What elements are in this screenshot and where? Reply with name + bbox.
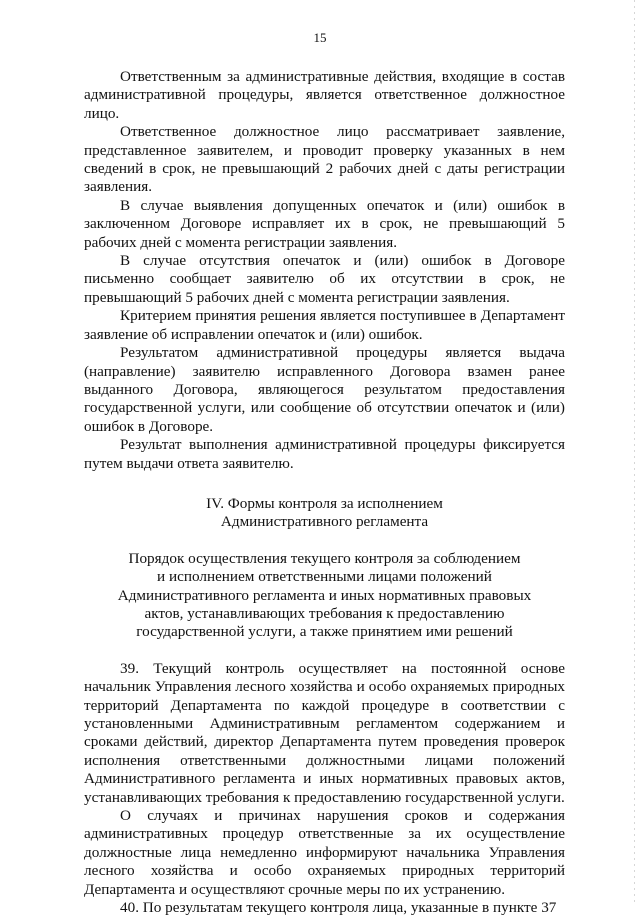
paragraph: В случае отсутствия опечаток и (или) ошибок в Договоре письменно сообщает заявителю об их отсутствии в срок, не превышающий 5 рабочих дней с момента регистрации заявления.: [84, 252, 565, 306]
paragraph: О случаях и причинах нарушения сроков и содержания административных процедур ответственные за их осуществление должностные лица немедленно информируют начальника Управления лесного хозяйства и особо охраняемых природных территорий Департамента и осуществляют срочные меры по их устранению.: [84, 807, 565, 898]
section-heading-line: Административного регламента: [220, 513, 429, 531]
scan-edge-line: [634, 0, 635, 905]
paragraph: Ответственным за административные действия, входящие в состав административной процедуры, является ответственное должностное лицо.: [84, 68, 565, 122]
paragraph: Критерием принятия решения является поступившее в Департамент заявление об исправлении опечаток и (или) ошибок.: [84, 307, 565, 343]
paragraph: Результат выполнения административной процедуры фиксируется путем выдачи ответа заявителю.: [84, 436, 565, 472]
page-number: 15: [313, 30, 327, 45]
subsection-heading-line: и исполнением ответственными лицами положений: [157, 568, 492, 586]
paragraph: 39. Текущий контроль осуществляет на постоянной основе начальник Управления лесного хозяйства и особо охраняемых природных территорий Департамента по каждой процедуре в соответствии с установленными Административным регламентом содержанием и сроками действий, директор Департамента путем проведения проверок исполнения ответственными должностными лицами положений Административного регламента и иных нормативных правовых актов, устанавливающих требования к предоставлению государственной услуги.: [84, 659, 565, 806]
subsection-heading-line: государственной услуги, а также принятием ими решений: [136, 623, 513, 641]
paragraph: В случае выявления допущенных опечаток и (или) ошибок в заключенном Договоре исправляет их в срок, не превышающий 5 рабочих дней с момента регистрации заявления.: [84, 196, 565, 251]
document-body: [84, 68, 565, 917]
section-heading: [84, 495, 565, 532]
paragraph: Ответственное должностное лицо рассматривает заявление, представленное заявителем, и проводит проверку указанных в нем сведений в срок, не превышающий 2 рабочих дней с даты регистрации заявления.: [84, 123, 565, 196]
subsection-heading: [84, 550, 565, 642]
section-heading-line: IV. Формы контроля за исполнением: [206, 494, 443, 512]
paragraph: Результатом административной процедуры является выдача (направление) заявителю исправленного Договора взамен ранее выданного Договора, являющегося результатом предоставления государственной услуги, или сообщение об отсутствии опечаток и (или) ошибок в Договоре.: [84, 344, 565, 435]
subsection-heading-line: Порядок осуществления текущего контроля за соблюдением: [128, 549, 521, 567]
subsection-heading-line: Административного регламента и иных нормативных правовых: [117, 586, 532, 604]
subsection-heading-line: актов, устанавливающих требования к предоставлению: [144, 604, 505, 622]
paragraph: 40. По результатам текущего контроля лица, указанные в пункте 37: [120, 899, 557, 917]
